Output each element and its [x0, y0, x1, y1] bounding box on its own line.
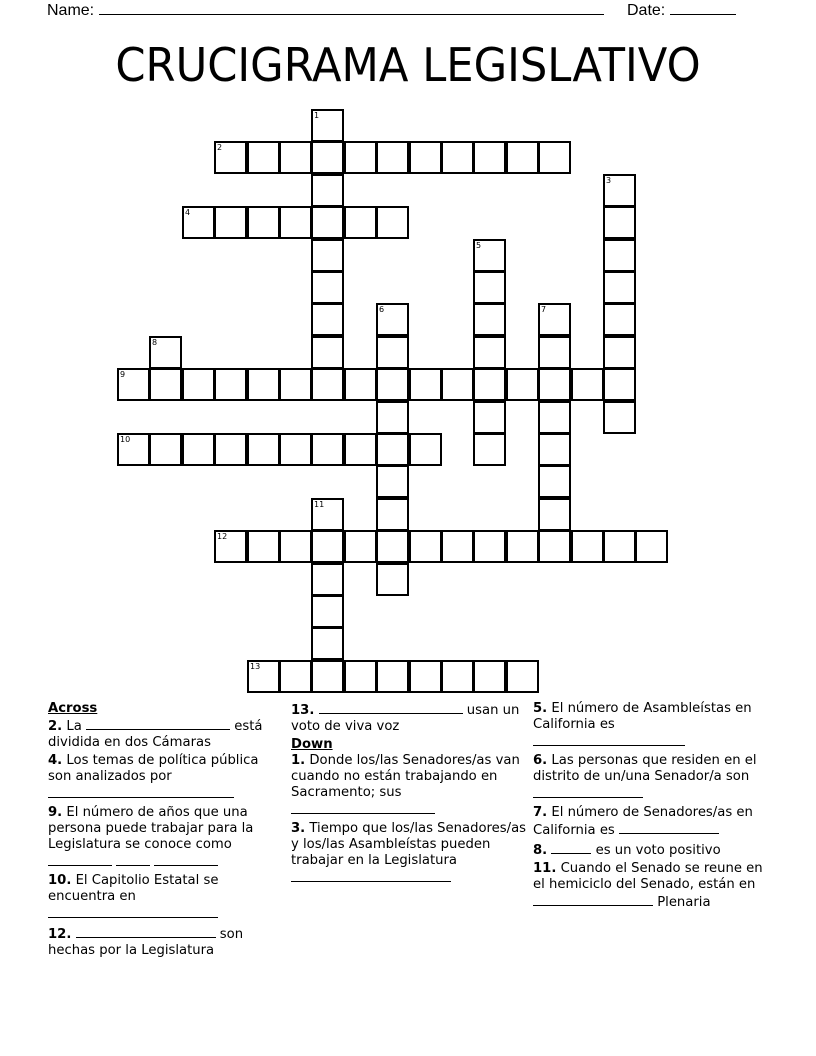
answer-blank[interactable]	[533, 893, 653, 906]
crossword-cell[interactable]	[376, 336, 409, 369]
crossword-cell[interactable]	[603, 401, 636, 434]
cell-number: 12	[217, 532, 228, 541]
crossword-cell[interactable]	[603, 271, 636, 304]
crossword-cell[interactable]	[344, 660, 377, 693]
answer-blank[interactable]	[291, 801, 435, 814]
crossword-cell[interactable]	[538, 368, 571, 401]
crossword-cell[interactable]	[473, 401, 506, 434]
crossword-cell[interactable]	[311, 433, 344, 466]
crossword-cell[interactable]	[311, 530, 344, 563]
crossword-cell[interactable]	[409, 433, 442, 466]
across-heading: Across	[48, 701, 98, 716]
name-label: Name:	[47, 2, 95, 19]
crossword-cell[interactable]	[603, 206, 636, 239]
crossword-cell[interactable]	[473, 303, 506, 336]
cell-number: 2	[217, 143, 223, 152]
answer-blank[interactable]	[291, 869, 451, 882]
crossword-cell[interactable]	[635, 530, 668, 563]
crossword-cell[interactable]	[603, 368, 636, 401]
clues-column-3	[533, 701, 769, 913]
crossword-cell[interactable]	[376, 401, 409, 434]
crossword-cell[interactable]	[311, 271, 344, 304]
cell-number: 10	[120, 435, 131, 444]
crossword-cell[interactable]	[603, 303, 636, 336]
crossword-cell[interactable]	[538, 336, 571, 369]
crossword-cell[interactable]	[247, 206, 280, 239]
crossword-cell[interactable]	[311, 336, 344, 369]
crossword-cell[interactable]	[376, 465, 409, 498]
crossword-cell[interactable]	[409, 530, 442, 563]
crossword-cell[interactable]	[182, 433, 215, 466]
crossword-cell[interactable]	[473, 368, 506, 401]
crossword-cell[interactable]	[441, 530, 474, 563]
crossword-cell[interactable]	[603, 239, 636, 272]
answer-blank[interactable]	[533, 785, 643, 798]
crossword-cell[interactable]	[473, 141, 506, 174]
down-heading: Down	[291, 737, 333, 752]
crossword-cell[interactable]	[571, 368, 604, 401]
crossword-cell[interactable]	[473, 660, 506, 693]
crossword-cell[interactable]	[311, 239, 344, 272]
crossword-cell[interactable]	[376, 530, 409, 563]
answer-blank[interactable]	[319, 701, 463, 714]
crossword-cell[interactable]	[311, 368, 344, 401]
crossword-cell[interactable]	[279, 368, 312, 401]
crossword-cell[interactable]	[441, 141, 474, 174]
clue-across-13: 13. usan un voto de viva voz	[291, 703, 520, 734]
crossword-cell[interactable]	[214, 206, 247, 239]
crossword-cell[interactable]	[279, 530, 312, 563]
answer-blank[interactable]	[76, 925, 216, 938]
crossword-cell[interactable]	[311, 563, 344, 596]
cell-number: 9	[120, 370, 126, 379]
crossword-cell[interactable]	[311, 627, 344, 660]
clue-down-11: 11. Cuando el Senado se reune en el hemiciclo del Senado, están en Plenaria	[533, 861, 763, 910]
crossword-cell[interactable]	[409, 141, 442, 174]
crossword-cell[interactable]	[376, 206, 409, 239]
cell-number: 11	[314, 500, 325, 509]
crossword-cell[interactable]	[538, 498, 571, 531]
answer-blank[interactable]	[86, 717, 230, 730]
crossword-cell[interactable]	[441, 660, 474, 693]
crossword-cell[interactable]	[279, 206, 312, 239]
crossword-cell[interactable]	[311, 206, 344, 239]
clue-across-12: 12. son hechas por la Legislatura	[48, 927, 244, 958]
crossword-cell[interactable]	[538, 530, 571, 563]
crossword-cell[interactable]	[311, 303, 344, 336]
crossword-cell[interactable]	[506, 660, 539, 693]
answer-blank[interactable]	[116, 853, 150, 866]
crossword-cell[interactable]	[603, 530, 636, 563]
crossword-cell[interactable]	[247, 433, 280, 466]
clue-down-1: 1. Donde los/las Senadores/as van cuando no están trabajando en Sacramento; sus	[291, 753, 527, 819]
crossword-cell[interactable]	[279, 660, 312, 693]
clue-across-10: 10. El Capitolio Estatal se encuentra en	[48, 873, 284, 923]
cell-number: 3	[606, 176, 612, 185]
cell-number: 4	[185, 208, 191, 217]
crossword-cell[interactable]	[214, 368, 247, 401]
crossword-cell[interactable]	[473, 530, 506, 563]
answer-blank[interactable]	[48, 785, 234, 798]
cell-number: 13	[250, 662, 261, 671]
crossword-cell[interactable]	[376, 433, 409, 466]
crossword-cell[interactable]	[344, 433, 377, 466]
crossword-cell[interactable]	[247, 141, 280, 174]
crossword-cell[interactable]	[538, 141, 571, 174]
crossword-cell[interactable]	[538, 401, 571, 434]
crossword-cell[interactable]	[409, 660, 442, 693]
crossword-cell[interactable]	[473, 271, 506, 304]
crossword-cell[interactable]	[376, 368, 409, 401]
answer-blank[interactable]	[48, 853, 112, 866]
crossword-cell[interactable]	[409, 368, 442, 401]
crossword-cell[interactable]	[506, 368, 539, 401]
crossword-cell[interactable]	[279, 433, 312, 466]
crossword-cell[interactable]	[538, 465, 571, 498]
crossword-cell[interactable]	[149, 433, 182, 466]
clue-down-8: 8. es un voto positivo	[533, 843, 721, 858]
clue-down-5: 5. El número de Asambleístas en California es	[533, 701, 769, 751]
answer-blank[interactable]	[551, 841, 591, 854]
cell-number: 1	[314, 111, 320, 120]
cell-number: 8	[152, 338, 158, 347]
clue-down-3: 3. Tiempo que los/las Senadores/as y los/las Asambleístas pueden trabajar en la Legislatura	[291, 821, 527, 887]
crossword-cell[interactable]	[506, 141, 539, 174]
clue-down-6: 6. Las personas que residen en el distrito de un/una Senador/a son	[533, 753, 769, 803]
crossword-cell[interactable]	[441, 368, 474, 401]
crossword-cell[interactable]	[311, 660, 344, 693]
crossword-cell[interactable]	[247, 368, 280, 401]
clue-across-2: 2. La está dividida en dos Cámaras	[48, 719, 263, 750]
answer-blank[interactable]	[533, 733, 685, 746]
crossword-cell[interactable]	[311, 141, 344, 174]
crossword-cell[interactable]	[571, 530, 604, 563]
date-label: Date:	[627, 2, 666, 19]
crossword-cell[interactable]	[506, 530, 539, 563]
crossword-cell[interactable]	[182, 368, 215, 401]
crossword-cell[interactable]	[344, 141, 377, 174]
crossword-cell[interactable]	[214, 433, 247, 466]
crossword-cell[interactable]	[311, 595, 344, 628]
crossword-cell[interactable]	[247, 530, 280, 563]
crossword-cell[interactable]	[149, 368, 182, 401]
clue-across-9: 9. El número de años que una persona puede trabajar para la Legislatura se conoce como	[48, 805, 284, 871]
answer-blank[interactable]	[48, 905, 218, 918]
clue-down-7: 7. El número de Senadores/as en California es	[533, 805, 753, 838]
crossword-cell[interactable]	[473, 433, 506, 466]
crossword-cell[interactable]	[344, 530, 377, 563]
clues-column-2	[291, 701, 527, 889]
clue-across-4: 4. Los temas de política pública son analizados por	[48, 753, 284, 803]
answer-blank[interactable]	[619, 821, 719, 834]
answer-blank[interactable]	[154, 853, 218, 866]
crossword-cell[interactable]	[376, 141, 409, 174]
cell-number: 7	[541, 305, 547, 314]
page-title: CRUCIGRAMA LEGISLATIVO	[115, 38, 701, 92]
crossword-cell[interactable]	[376, 660, 409, 693]
crossword-cell[interactable]	[311, 174, 344, 207]
crossword-cell[interactable]	[344, 368, 377, 401]
cell-number: 5	[476, 241, 482, 250]
crossword-cell[interactable]	[279, 141, 312, 174]
crossword-cell[interactable]	[538, 433, 571, 466]
crossword-cell[interactable]	[603, 336, 636, 369]
cell-number: 6	[379, 305, 385, 314]
clues-column-1	[48, 701, 284, 961]
crossword-cell[interactable]	[376, 563, 409, 596]
crossword-cell[interactable]	[376, 498, 409, 531]
crossword-cell[interactable]	[344, 206, 377, 239]
crossword-cell[interactable]	[473, 336, 506, 369]
